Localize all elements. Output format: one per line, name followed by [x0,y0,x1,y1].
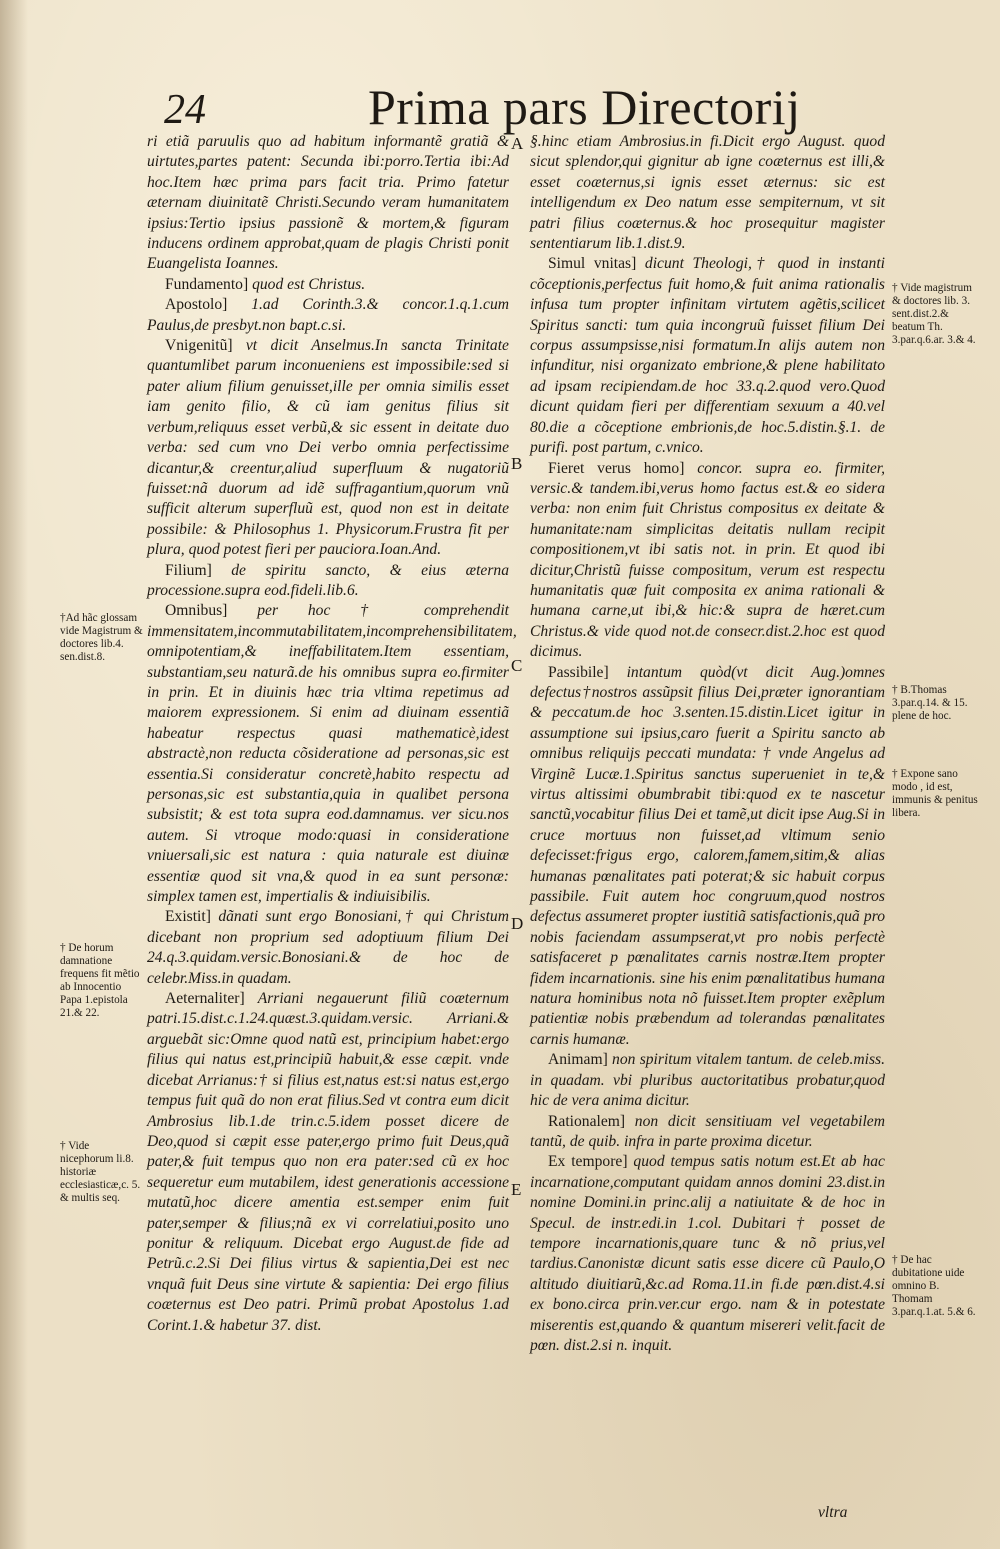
paragraph: Passibile] intantum quòd(vt dicit Aug.)omnes defectus†nostros assũpsit filius Dei,præter ignorantiam & peccatum.de hoc 3.senten.15.distin.Licet igitur in assumptione sui ipsius,caro fuerit a Spiritu sancto ab omnibus reliquijs peccati mundata: † vnde Angelus ad Virginẽ Lucæ.1.Spiritus sanctus superueniet in te,& virtus altissimi obumbrabit tibi:quod ex te nascetur sanctũ,vocabitur filius Dei et tamẽ,ut dicit ipse Aug.Si in cruce mortuus non fuisset,ad vltimum senio defecisset:frigus ergo, calorem,famem,sitim,& alias humanas pœnalitates pati poterat;& sic habuit corpus passibile. Fuit autem hoc congruum,quod nostros defectus assumeret propter iustitiã satisfactionis,quã pro nobis faciendam assumpserat,vt pro nobis perfectè satisfaceret p pœnalitates carnis nostræ.Item propter fidem incarnationis. sine his enim pœnalitatibus humana natura hominibus nota nõ fuisset.Item propter exẽplum patientiæ nobis præbendum ad tolerandas pœnalitates carnis humanæ. [530,663,885,1048]
lemma: Existit] [165,908,211,926]
lemma: Omnibus] [165,602,228,620]
paragraph: §.hinc etiam Ambrosius.in fi.Dicit ergo August. quod sicut splendor,qui gignitur ab igne coæternus est illi,& esset coæternus,si ignis esset æternus: sic est intelligendum ex Deo natum esse sempiternum, vt sit patri filius coæternus.& hoc prosequitur magister sententiarum lib.1.dist.9. [530,133,885,253]
left-text-column [147,132,517,1336]
catchword: vltra [818,1504,848,1521]
paragraph: Rationalem] non dicit sensitiuam vel vegetabilem tantũ, de quib. infra in parte proxima dicetur. [530,1112,885,1150]
paragraph: Simul vnitas] dicunt Theologi,† quod in instanti cõceptionis,perfectus fuit homo,& fuit anima rationalis infusa tum propter infinitam virtutem agẽtis,scilicet Spiritus sancti: tum quia incongruũ fuisset filium Dei corpus assumpsisse,nisi formatum.In alijs autem non infunditur, nisi organizato embrione,& plene habilitato ad ipsam recipiendam.de hoc 33.q.2.quod vero.Quod dicunt quidam fieri per differentiam sexuum a 40.vel 80.die a cõceptione embrionis,de hoc.5.distin.§.1. de purifi. post partum, c.vnico. [530,255,885,457]
margin-note: † Vide magistrum & doctores lib. 3. sent.dist.2.& beatum Th. 3.par.q.6.ar. 3.& 4. [892,282,976,346]
paragraph: Fundamento] quod est Christus. [165,275,366,293]
section-letter-c: C [511,656,523,675]
lemma: Fundamento] [165,275,249,293]
lemma: Aeternaliter] [165,990,245,1008]
lemma: Rationalem] [548,1112,626,1130]
lemma: Simul vnitas] [548,255,637,273]
paragraph: Omnibus] per hoc † comprehendit immensitatem,incommutabilitatem,incomprehensibilitatem, omnipotentiam,& ineffabilitatem.Item essentiam, substantiam,seu naturã.de his omnibus supra eo.firmiter in prin. Et in diuinis hæc tria vltima repetimus ad maiorem expressionem. Si enim ad diuinam essentiã habeatur respectus quasi mathematicè,idest abstractè,non reducta cõsideratione ad personas,sic est essentia.Si consideratur concretè,habito respectu ad personas,sic est substantia,quia in qualibet persona subsistit; & est tota supra eod.damnamus. ver sicu.nos autem. Si vtroque modo:quasi in consideratione vniuersali,sic est natura : quia naturale est diuinæ essentiæ quod sit vna,& quod in ea sunt personæ: simplex tamen est, impertialis & indiuisibilis. [147,602,517,906]
paragraph: Fieret verus homo] concor. supra eo. firmiter, versic.& tandem.ibi,verus homo factus est.& eo sidera verba: non enim fuit Christus compositus ex deitate & humanitate:nam simplicitas deitatis nullam recipit compositionem,vt ibi satis not. in prin. Et quod ibi dicitur,Christũ fuisse compositum, verum est respectu humanitatis quæ fuit composita ex anima rationali & humana carne,ut ibi,& hic:& supra de hæret.cum Christus.& vide quod not.de consecr.dist.2.hoc est quod dicimus. [530,459,885,661]
margin-note: † Vide nicephorum li.8. historiæ ecclesiasticæ,c. 5. & multis seq. [60,1140,141,1204]
paragraph: Animam] non spiritum vitalem tantum. de celeb.miss. in quadam. vbi pluribus auctoritatibus probatur,quod hic de vera anima dicitur. [530,1051,885,1110]
margin-note: † De horum damnatione frequens fit mẽtio ab Innocentio Papa 1.epistola 21.& 22. [60,942,140,1019]
margin-note: † Expone sano modo , id est, immunis & penitus libera. [892,768,978,819]
lemma: Passibile] [548,663,609,681]
lemma: Apostolo] [165,296,228,314]
paragraph: Vnigenitũ] vt dicit Anselmus.In sancta Trinitate quantumlibet parum inconueniens est impossibile:sed si pater alium filium genuisset,ille per omnia similis esset iam genito filio, & cũ iam genitus filius sit verbum,reliquus esset verbũ,& sic essent in deitate duo verba: sed cum vno Dei verbo omnia perfectissime dicantur,& creentur,aliud superfluum & nugatoriũ fuisset:nã duorum ad idẽ suffragantium,quorum vnũ sufficit alterum superfluũ est, quod non est in deitate possibile: & Philosophus 1. Physicorum.Frustra fit per plura, quod potest fieri per pauciora.Ioan.And. [147,337,509,559]
lemma: Vnigenitũ] [165,337,233,355]
paragraph: Existit] dãnati sunt ergo Bonosiani,† qui Christum dicebant non proprium sed adoptiuum filium Dei 24.q.3.quidam.versic.Bonosiani.& de hoc de celebr.Miss.in quadam. [147,908,509,987]
paragraph: ri etiã paruulis quo ad habitum informantẽ gratiã & uirtutes,partes patent: Secunda ibi:porro.Tertia ibi:Ad hoc.Item hæc prima pars facit tria. Primo fatetur æternam diuinitatẽ Christi.Secundo veram humanitatem ipsius:Tertio ipsius passionẽ & mortem,& figuram inducens ordinem approbat,quam de plagis Christi ponit Euangelista Ioannes. [147,133,509,273]
section-letter-b: B [511,454,523,473]
lemma: Animam] [548,1051,608,1069]
page-number: 24 [164,87,206,133]
right-text-column [530,132,885,1356]
paragraph: Aeternaliter] Arriani negauerunt filiũ coæternum patri.15.dist.c.1.24.quæst.3.quidam.versic. Arriani.& arguebãt sic:Omne quod natũ est, principium habet:ergo filius qui natus est,principiũ habuit,& esse cæpit. vnde dicebat Arrianus:† si filius est,natus est:si natus est,ergo tempus fuit quã do non erat filius.Sed vt contra eum dicit Ambrosius lib.1.de trin.c.5.idem posset dicere de Deo,quod si cæpit esse pater,ergo primo fuit Deus,quã pater,& fuit tempus quo non era pater:sed cũ ex hoc sequeretur eum mutabilem, idest generationis accessione mutatũ,hoc dicere amentia est.semper enim fuit pater,semper & filius;nã ex vi correlatiui,posito uno ponitur & reliquum. Dicebat ergo August.de fide ad Petrũ.c.2.Si Dei filius virtus & sapientia,Dei est nec vnquã fuit Deus sine virtute & sapientia: Dei ergo filius coæternus est Deo patri. Primũ probat Apostolus 1.ad Corint.1.& habetur 37. dist. [147,990,509,1334]
section-letter-a: A [511,134,524,153]
lemma: Fieret verus homo] [548,459,685,477]
page-gutter-shadow [0,0,28,1549]
margin-note: † B.Thomas 3.par.q.14. & 15. plene de hoc. [892,684,968,722]
paragraph: Apostolo] 1.ad Corinth.3.& concor.1.q.1.cum Paulus,de presbyt.non bapt.c.si. [147,296,510,334]
paragraph: Ex tempore] quod tempus satis notum est.Et ab hac incarnatione,computant quidam annos domini 23.dist.in nomine Domini.in princ.alij a natiuitate & de hoc in Specul. de instr.edi.in 1.col. Dubitari † posset de tempore incarnationis,quare tunc & nõ prius,vel tardius.Canonistæ dicunt satis esse dicere cũ Paulo,O altitudo diuitiarũ,&c.ad Roma.11.in fi.de pœn.dist.4.si ex bono.circa prin.ver.cur ergo. nam & in potestate miserentis est,quando & quantum misereri velit.facit de pœn. dist.2.si n. inquit. [530,1153,885,1354]
lemma: Ex tempore] [548,1153,628,1171]
section-letter-d: D [511,914,524,933]
lemma: Filium] [165,561,212,579]
margin-note: † De hac dubitatione uide omnino B. Thomam 3.par.q.1.at. 5.& 6. [892,1254,976,1318]
paragraph: Filium] de spiritu sancto, & eius æterna processione.supra eod.fideli.lib.6. [147,561,509,599]
running-head: Prima pars Directorij [368,79,801,135]
section-letter-e: E [511,1180,522,1199]
margin-note: †Ad hãc glossam vide Magistrum & doctores lib.4. sen.dist.8. [60,612,143,663]
page-header [150,78,990,138]
